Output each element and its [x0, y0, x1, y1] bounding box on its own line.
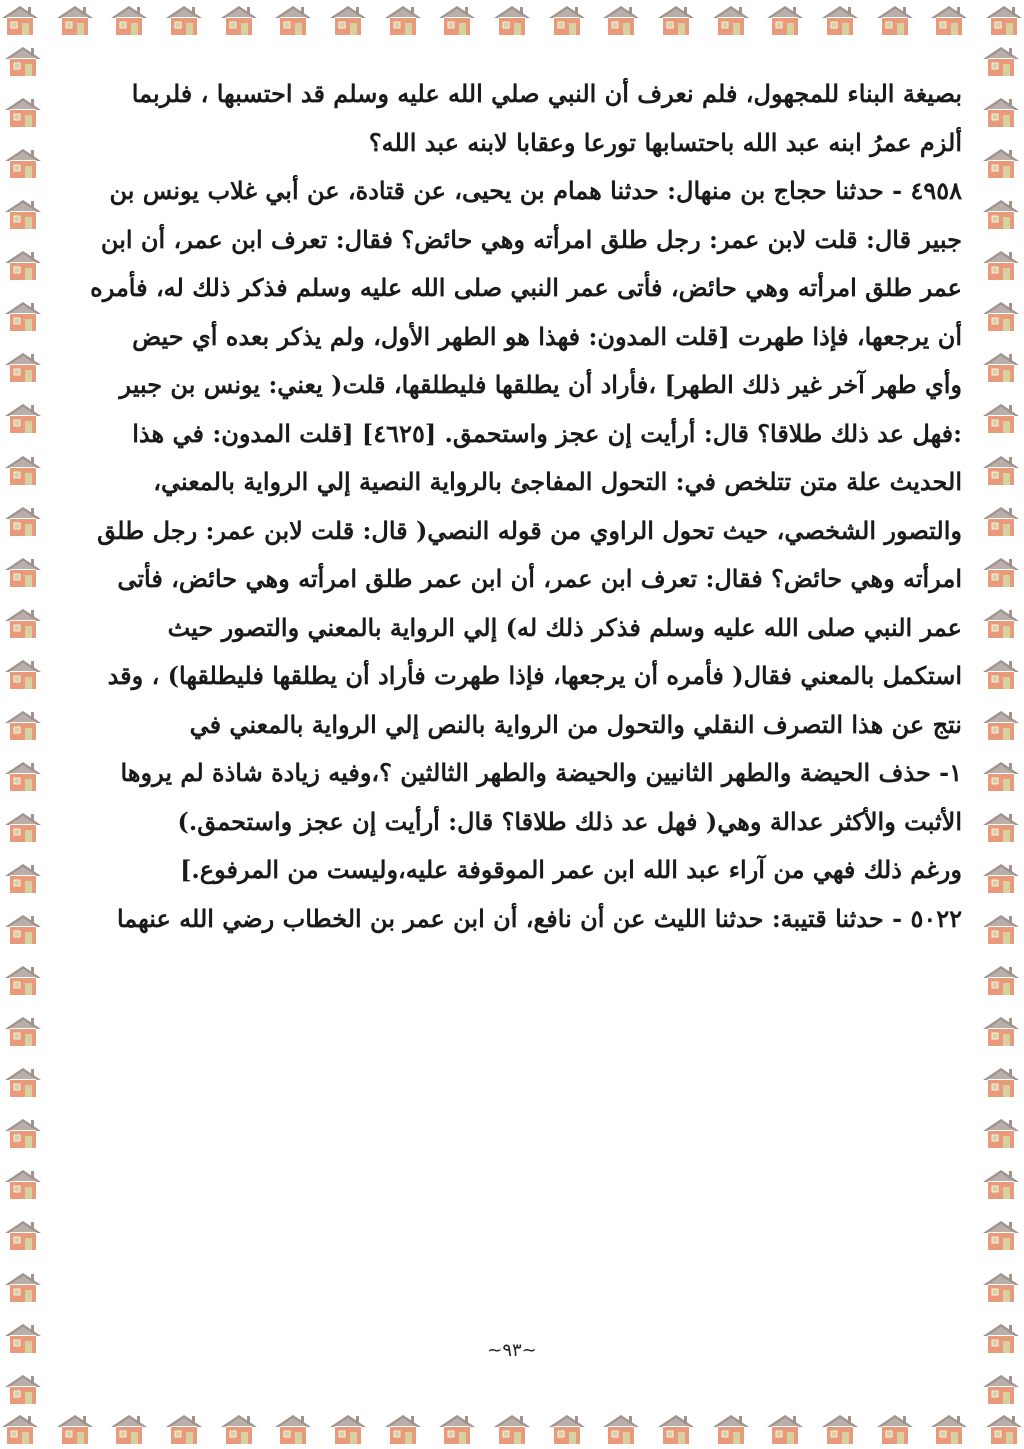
- house-icon: [3, 1270, 43, 1304]
- house-icon: [3, 708, 43, 742]
- house-icon: [981, 1167, 1021, 1201]
- house-icon: [164, 3, 204, 37]
- house-icon: [981, 912, 1021, 946]
- house-icon: [981, 1270, 1021, 1304]
- text-line: وأي طهر آخر غير ذلك الطهر] ،فأراد أن يطلقها فليطلقها، قلت( يعني: يونس بن جبير: [119, 370, 962, 399]
- text-line: الأثبت والأكثر عدالة وهي( فهل عد ذلك طلاقا؟ قال: أرأيت إن عجز واستحمق.): [177, 806, 962, 836]
- house-icon: [3, 197, 43, 231]
- house-icon: [437, 3, 477, 37]
- house-icon: [328, 3, 368, 37]
- house-icon: [656, 3, 696, 37]
- house-icon: [765, 3, 805, 37]
- house-icon: [929, 3, 969, 37]
- text-line: ١- حذف الحيضة والطهر الثانيين والحيضة والطهر الثالثين ؟،وفيه زيادة شاذة لم يروها: [120, 758, 962, 787]
- house-icon: [109, 1412, 149, 1446]
- house-icon: [981, 810, 1021, 844]
- text-line: ٤٩٥٨ - حدثنا حجاج بن منهال: حدثنا همام بن يحيى، عن قتادة، عن أبي غلاب يونس بن: [109, 176, 962, 205]
- house-icon: [3, 759, 43, 793]
- house-icon: [0, 3, 40, 37]
- house-icon: [981, 350, 1021, 384]
- house-icon: [328, 1412, 368, 1446]
- house-icon: [601, 3, 641, 37]
- house-icon: [981, 606, 1021, 640]
- text-line: أن يرجعها، فإذا طهرت [قلت المدون: فهذا هو الطهر الأول، ولم يذكر بعده أي حيض: [132, 321, 962, 351]
- house-icon: [3, 1116, 43, 1150]
- house-icon: [981, 504, 1021, 538]
- house-icon: [3, 504, 43, 538]
- house-icon: [383, 1412, 423, 1446]
- house-icon: [984, 3, 1024, 37]
- house-icon: [3, 299, 43, 333]
- text-line: عمر طلق امرأته وهي حائض، فأتى عمر النبي صلى الله عليه وسلم فذكر ذلك له، فأمره: [90, 273, 962, 302]
- house-icon: [981, 248, 1021, 282]
- house-icon: [981, 657, 1021, 691]
- text-line: الحديث علة متن تتلخص في: التحول المفاجئ بالرواية النصية إلي الرواية بالمعني،: [153, 467, 962, 496]
- house-icon: [3, 912, 43, 946]
- house-icon: [981, 1116, 1021, 1150]
- house-icon: [3, 1014, 43, 1048]
- house-icon: [55, 1412, 95, 1446]
- text-line: ألزم عمرُ ابنه عبد الله باحتسابها تورعا وعقابا لابنه عبد الله؟: [368, 127, 962, 157]
- house-icon: [273, 1412, 313, 1446]
- text-line: امرأته وهي حائض؟ فقال: تعرف ابن عمر، أن ابن عمر طلق امرأته وهي حائض، فأتى: [117, 564, 962, 593]
- text-line: نتج عن هذا التصرف النقلي والتحول من الرواية بالنص إلي الرواية بالمعني في: [189, 709, 962, 739]
- house-icon: [981, 759, 1021, 793]
- house-icon: [3, 453, 43, 487]
- left-border: [0, 44, 46, 1406]
- text-line: :فهل عد ذلك طلاقا؟ قال: أرأيت إن عجز واستحمق. [٤٦٢٥] [قلت المدون: في هذا: [132, 418, 962, 448]
- house-icon: [981, 1218, 1021, 1252]
- house-icon: [875, 3, 915, 37]
- top-border: [0, 0, 1024, 40]
- house-icon: [981, 1372, 1021, 1406]
- house-icon: [984, 1412, 1024, 1446]
- house-icon: [875, 1412, 915, 1446]
- house-icon: [3, 555, 43, 589]
- house-icon: [219, 1412, 259, 1446]
- house-icon: [981, 197, 1021, 231]
- house-icon: [3, 44, 43, 78]
- house-icon: [820, 1412, 860, 1446]
- house-icon: [492, 3, 532, 37]
- house-icon: [981, 146, 1021, 180]
- text-line: ٥٠٢٢ - حدثنا قتيبة: حدثنا الليث عن أن نافع، أن ابن عمر بن الخطاب رضي الله عنهما: [116, 903, 962, 933]
- house-icon: [492, 1412, 532, 1446]
- house-icon: [765, 1412, 805, 1446]
- text-line: بصيغة البناء للمجهول، فلم نعرف أن النبي صلي الله عليه وسلم قد احتسبها ، فلربما: [131, 79, 962, 108]
- house-icon: [547, 3, 587, 37]
- house-icon: [981, 299, 1021, 333]
- house-icon: [656, 1412, 696, 1446]
- house-icon: [601, 1412, 641, 1446]
- house-icon: [981, 1014, 1021, 1048]
- text-line: استكمل بالمعني فقال( فأمره أن يرجعها، فإذا طهرت فأراد أن يطلقها فليطلقها) ، وقد: [107, 661, 962, 690]
- house-icon: [3, 401, 43, 435]
- house-icon: [820, 3, 860, 37]
- house-icon: [273, 3, 313, 37]
- right-border: [978, 44, 1024, 1406]
- house-icon: [929, 1412, 969, 1446]
- house-icon: [711, 3, 751, 37]
- house-icon: [3, 1372, 43, 1406]
- house-icon: [109, 3, 149, 37]
- text-line: ورغم ذلك فهي من آراء عبد الله ابن عمر الموقوفة عليه،وليست من المرفوع.]: [180, 855, 962, 884]
- house-icon: [547, 1412, 587, 1446]
- house-icon: [0, 1412, 40, 1446]
- house-icon: [3, 861, 43, 895]
- house-icon: [3, 606, 43, 640]
- house-icon: [3, 146, 43, 180]
- house-icon: [383, 3, 423, 37]
- house-icon: [219, 3, 259, 37]
- house-icon: [3, 1218, 43, 1252]
- house-icon: [3, 810, 43, 844]
- house-icon: [3, 963, 43, 997]
- house-icon: [981, 963, 1021, 997]
- house-icon: [981, 401, 1021, 435]
- house-icon: [981, 861, 1021, 895]
- house-icon: [981, 95, 1021, 129]
- house-icon: [981, 555, 1021, 589]
- house-icon: [164, 1412, 204, 1446]
- house-icon: [981, 1065, 1021, 1099]
- house-icon: [711, 1412, 751, 1446]
- house-icon: [981, 708, 1021, 742]
- house-icon: [55, 3, 95, 37]
- house-icon: [3, 1167, 43, 1201]
- text-line: والتصور الشخصي، حيث تحول الراوي من قوله النصي( قال: قلت لابن عمر: رجل طلق: [97, 515, 962, 545]
- house-icon: [3, 350, 43, 384]
- text-line: عمر النبي صلى الله عليه وسلم فذكر ذلك له) إلي الرواية بالمعني والتصور حيث: [167, 612, 962, 642]
- house-icon: [3, 95, 43, 129]
- bottom-border: [0, 1409, 1024, 1449]
- house-icon: [3, 248, 43, 282]
- house-icon: [3, 657, 43, 691]
- text-line: جبير قال: قلت لابن عمر: رجل طلق امرأته وهي حائض؟ فقال: تعرف ابن عمر، أن ابن: [100, 224, 962, 254]
- house-icon: [981, 453, 1021, 487]
- page-number: ~٩٣~: [487, 1340, 537, 1361]
- house-icon: [437, 1412, 477, 1446]
- house-icon: [981, 44, 1021, 78]
- page-body: [62, 70, 962, 943]
- house-icon: [3, 1065, 43, 1099]
